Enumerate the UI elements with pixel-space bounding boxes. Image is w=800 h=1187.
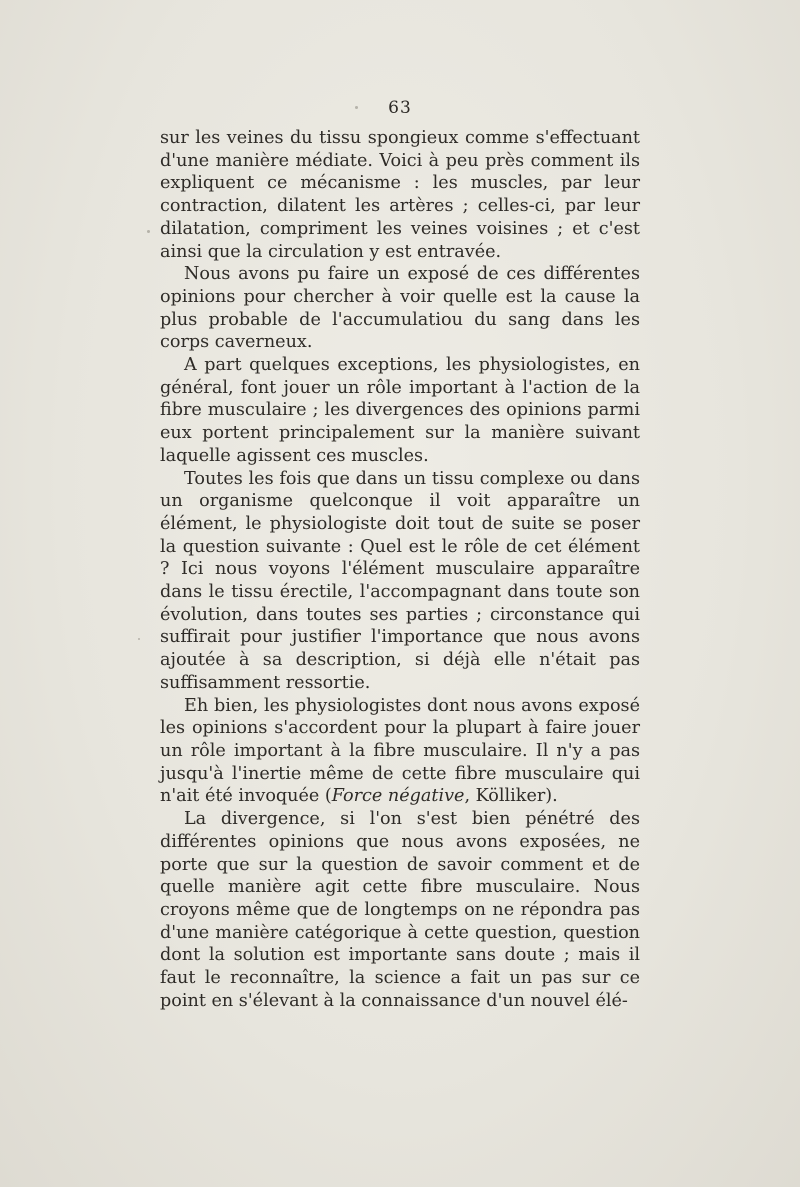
ink-speck	[138, 638, 140, 640]
paragraph: Toutes les fois que dans un tissu complexe ou dans un organisme quelconque il voit apparaître un élément, le physiologiste doit tout de suite se poser la question suivante : Quel est le rôle de cet élément ? Ici nous voyons l'élément musculaire apparaître dans le tissu érectile, l'accompagnant dans toute son évolution, dans toutes ses parties ; circonstance qui suffirait pour justifier l'importance que nous avons ajoutée à sa description, si déjà elle n'était pas suffisamment ressortie.	[160, 468, 640, 693]
paragraph: La divergence, si l'on s'est bien pénétré des différentes opinions que nous avons exposées, ne porte que sur la question de savoir comment et de quelle manière agit cette fibre musculaire. Nous croyons même que de longtemps on ne répondra pas d'une manière catégorique à cette question, question dont la solution est importante sans doute ; mais il faut le reconnaître, la science a fait un pas sur ce point en s'élevant à la connaissance d'un nouvel élé-	[160, 809, 640, 1011]
page-number: 63	[388, 98, 412, 118]
body-text	[160, 127, 640, 1012]
paragraph-text: , Kölliker).	[464, 786, 558, 807]
ink-speck	[147, 230, 150, 233]
paragraph-text: Eh bien, les physiologistes dont nous avons exposé les opinions s'accordent pour la plupart à faire jouer un rôle important à la fibre musculaire. Il n'y a pas jusqu'à l'inertie même de cette fibre musculaire qui n'ait été invoquée (	[160, 695, 640, 807]
italic-term: Force négative	[331, 786, 465, 807]
paragraph: Nous avons pu faire un exposé de ces différentes opinions pour chercher à voir quelle est la cause la plus probable de l'accumulatiou du sang dans les corps caverneux.	[160, 264, 640, 353]
paragraph-with-citation	[160, 695, 640, 809]
paragraph-continuation: sur les veines du tissu spongieux comme s'effectuant d'une manière médiate. Voici à peu près comment ils expliquent ce mécanisme : les muscles, par leur contraction, dilatent les artères ; celles-ci, par leur dilatation, compriment les veines voisines ; et c'est ainsi que la circulation y est entravée.	[160, 128, 640, 262]
paragraph: A part quelques exceptions, les physiologistes, en général, font jouer un rôle important à l'action de la fibre musculaire ; les divergences des opinions parmi eux portent principalement sur la manière suivant laquelle agissent ces muscles.	[160, 355, 640, 466]
